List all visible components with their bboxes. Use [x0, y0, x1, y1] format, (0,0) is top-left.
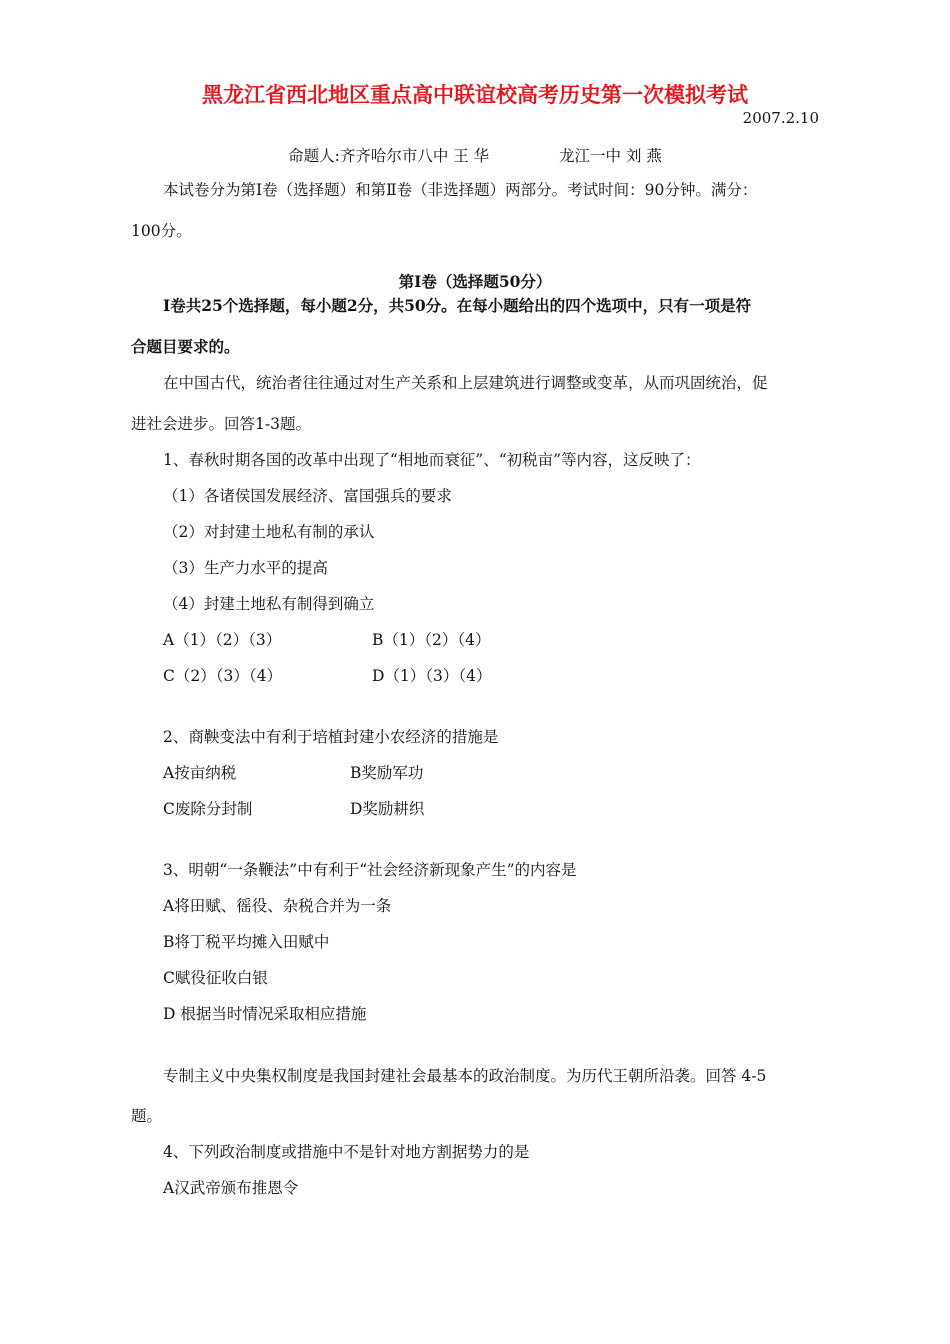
section-heading: 第Ⅰ卷（选择题50分）	[398, 272, 552, 291]
question-4-option-a: A汉武帝颁布推恩令	[163, 1179, 299, 1197]
question-1-stem: 1、春秋时期各国的改革中出现了“相地而衰征”、“初税亩”等内容，这反映了：	[163, 451, 701, 469]
exam-title: 黑龙江省西北地区重点高中联谊校高考历史第一次模拟考试	[202, 82, 748, 107]
question-3-option-c: C赋役征收白银	[163, 969, 268, 987]
passage-1-line-1: 在中国古代，统治者往往通过对生产关系和上层建筑进行调整或变革，从而巩固统治，促	[163, 374, 768, 392]
question-2-option-d: D奖励耕织	[350, 800, 425, 818]
passage-1-line-2: 进社会进步。回答1-3题。	[131, 415, 311, 433]
question-1-option-d: D（1）（3）（4）	[372, 667, 492, 685]
author-right: 龙江一中 刘 燕	[559, 147, 662, 165]
question-2-stem: 2、商鞅变法中有利于培植封建小农经济的措施是	[163, 728, 499, 746]
question-1-item: （2）对封建土地私有制的承认	[163, 523, 375, 541]
question-4-stem: 4、下列政治制度或措施中不是针对地方割据势力的是	[163, 1143, 530, 1161]
authors-line	[0, 144, 950, 166]
question-1-item: （1）各诸侯国发展经济、富国强兵的要求	[163, 487, 452, 505]
section-instruction-2: 合题目要求的。	[131, 337, 240, 356]
exam-date: 2007.2.10	[742, 109, 819, 127]
question-1-item: （3）生产力水平的提高	[163, 559, 328, 577]
question-3-stem: 3、明朝“一条鞭法”中有利于“社会经济新现象产生”的内容是	[163, 861, 577, 879]
question-3-option-b: B将丁税平均摊入田赋中	[163, 933, 330, 951]
question-2-option-c: C废除分封制	[163, 800, 253, 818]
passage-2-line-2: 题。	[131, 1107, 163, 1125]
question-2-option-b: B奖励军功	[350, 764, 424, 782]
question-3-option-d: D 根据当时情况采取相应措施	[163, 1005, 367, 1023]
intro-line-2: 100分。	[131, 222, 192, 240]
question-1-option-a: A（1）（2）（3）	[163, 631, 282, 649]
passage-2-line-1: 专制主义中央集权制度是我国封建社会最基本的政治制度。为历代王朝所沿袭。回答 4-5	[163, 1067, 767, 1085]
question-1-option-b: B（1）（2）（4）	[372, 631, 491, 649]
author-left: 命题人:齐齐哈尔市八中 王 华	[288, 147, 490, 165]
question-1-item: （4）封建土地私有制得到确立	[163, 595, 375, 613]
question-1-option-c: C（2）（3）（4）	[163, 667, 282, 685]
question-2-option-a: A按亩纳税	[163, 764, 237, 782]
intro-line-1: 本试卷分为第Ⅰ卷（选择题）和第Ⅱ卷（非选择题）两部分。考试时间：90分钟。满分：	[163, 181, 758, 199]
question-3-option-a: A将田赋、徭役、杂税合并为一条	[163, 897, 392, 915]
section-instruction-1: Ⅰ卷共25个选择题，每小题2分，共50分。在每小题给出的四个选项中，只有一项是符	[163, 296, 752, 315]
